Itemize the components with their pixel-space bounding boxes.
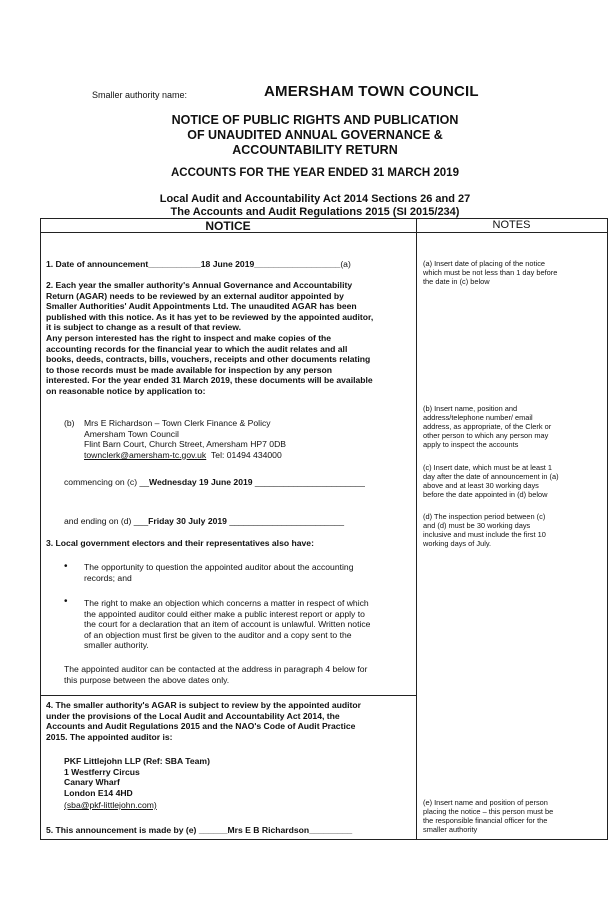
notice-column-header: NOTICE	[205, 219, 251, 233]
authority-name-label: Smaller authority name:	[92, 90, 188, 100]
text-line: of an objection must first be given to the auditor and a copy sent to the	[84, 629, 352, 640]
accounts-year-line: ACCOUNTS FOR THE YEAR ENDED 31 MARCH 2019	[171, 167, 459, 179]
announcement-made-by: 5. This announcement is made by (e) ______Mrs E B Richardson_________	[46, 825, 353, 835]
bullet-item	[84, 562, 410, 583]
text-line: to those records must be made available for inspection by any person	[46, 364, 333, 375]
paragraph-3-closing	[64, 664, 410, 685]
field-value: Mrs E B Richardson	[227, 825, 310, 835]
contact-address: Flint Barn Court, Church Street, Amersham HP7 0DB	[84, 439, 287, 450]
field-value: 18 June 2019	[200, 259, 255, 269]
bullet-icon: •	[64, 561, 68, 572]
address-line: Canary Wharf	[64, 777, 120, 788]
text-line: interested. For the year ended 31 March 2019, these documents will be available	[46, 375, 373, 386]
ending-line: and ending on (d) ___Friday 30 July 2019 ________________________	[64, 516, 345, 526]
legislation-heading	[60, 193, 570, 219]
text-line: the date in (c) below	[423, 277, 490, 286]
note-d	[423, 512, 601, 548]
text-line: The opportunity to question the appointed auditor about the accounting	[84, 562, 354, 572]
notes-column-header: NOTES	[492, 219, 531, 231]
auditor-address	[64, 756, 364, 798]
authority-name: AMERSHAM TOWN COUNCIL	[264, 83, 479, 100]
text-line: (e) Insert name and position of person	[423, 798, 548, 807]
text-line: before the date appointed in (d) below	[423, 490, 548, 499]
title-line: ACCOUNTABILITY RETURN	[232, 143, 398, 157]
note-ref: (a)	[340, 259, 351, 269]
address-line: 1 Westferry Circus	[64, 766, 140, 777]
text-line: (a) Insert date of placing of the notice	[423, 259, 546, 268]
auditor-email-link[interactable]: (sba@pkf-littlejohn.com)	[64, 800, 157, 810]
text-line: the appointed auditor could either make a public interest report or apply to	[84, 608, 365, 619]
text-line: smaller authority.	[84, 640, 149, 651]
text-line: the responsible financial officer for the	[423, 816, 548, 825]
note-c	[423, 463, 601, 499]
section-divider	[40, 695, 416, 696]
contact-email-link[interactable]: townclerk@amersham-tc.gov.uk	[84, 449, 207, 460]
contact-name: Mrs E Richardson – Town Clerk Finance & Policy	[84, 418, 271, 428]
text-line: it is subject to change as a result of that review.	[46, 322, 242, 333]
text-line: working days of July.	[423, 539, 492, 548]
text-line: 4. The smaller authority's AGAR is subject to review by the appointed auditor	[46, 700, 361, 710]
text-line: other person to which any person may	[423, 431, 549, 440]
text-line: published with this notice. As it has yet to be reviewed by the appointed auditor,	[46, 311, 374, 322]
contact-ref: (b)	[64, 418, 75, 428]
contact-block	[84, 418, 404, 460]
page-title	[100, 113, 530, 158]
title-line: NOTICE OF PUBLIC RIGHTS AND PUBLICATION	[171, 113, 459, 127]
auditor-name: PKF Littlejohn LLP (Ref: SBA Team)	[64, 756, 210, 766]
text-line: The right to make an objection which concerns a matter in respect of which	[84, 598, 369, 608]
text-line: The appointed auditor can be contacted at the address in paragraph 4 below for	[64, 664, 368, 674]
commencing-date: Wednesday 19 June 2019	[149, 477, 253, 487]
act-line: The Accounts and Audit Regulations 2015 (SI 2015/234)	[170, 206, 460, 218]
text-line: Any person interested has the right to inspect and make copies of the	[46, 332, 332, 343]
text-line: Smaller Authorities' Audit Appointments Ltd. The unaudited AGAR has been	[46, 301, 357, 312]
text-line: address, as appropriate, of the Clerk or	[423, 422, 552, 431]
text-line: 2015. The appointed auditor is:	[46, 731, 173, 742]
text-line: inclusive and must include the first 10	[423, 530, 546, 539]
note-b	[423, 404, 601, 449]
text-line: day after the date of announcement in (a)	[423, 472, 559, 481]
ending-date: Friday 30 July 2019	[148, 516, 227, 526]
text-line: and (d) must be 30 working days	[423, 521, 531, 530]
text-line: (c) Insert date, which must be at least 1	[423, 463, 552, 472]
text-line: which must be not less than 1 day before	[423, 268, 558, 277]
field-label: and ending on (d)	[64, 516, 132, 526]
text-line: placing the notice – this person must be	[423, 807, 554, 816]
text-line: 2. Each year the smaller authority's Annual Governance and Accountability	[46, 280, 353, 290]
commencing-line: commencing on (c) __Wednesday 19 June 2019 _______________________	[64, 477, 365, 487]
field-label: commencing on (c)	[64, 477, 138, 487]
text-line: address/telephone number/ email	[423, 413, 533, 422]
paragraph-4	[46, 700, 412, 742]
note-a	[423, 259, 601, 286]
text-line: (b) Insert name, position and	[423, 404, 518, 413]
text-line: this purpose between the above dates only.	[64, 674, 230, 685]
text-line: (d) The inspection period between (c)	[423, 512, 546, 521]
field-label: 5. This announcement is made by (e)	[46, 825, 197, 835]
bullet-item	[84, 598, 410, 651]
title-line: OF UNAUDITED ANNUAL GOVERNANCE &	[187, 128, 443, 142]
date-of-announcement: 1. Date of announcement___________18 June 2019__________________(a)	[46, 259, 351, 269]
text-line: smaller authority	[423, 825, 478, 834]
act-line: Local Audit and Accountability Act 2014 Sections 26 and 27	[159, 193, 471, 205]
contact-organisation: Amersham Town Council	[84, 428, 179, 439]
address-line: London E14 4HD	[64, 787, 133, 798]
field-label: 1. Date of announcement	[46, 259, 149, 269]
text-line: accounting records for the financial year to which the audit relates and all	[46, 343, 348, 354]
bullet-icon: •	[64, 596, 68, 607]
text-line: Accounts and Audit Regulations 2015 and the NAO's Code of Audit Practice	[46, 721, 356, 732]
note-e	[423, 798, 601, 834]
contact-telephone: Tel: 01494 434000	[211, 449, 282, 460]
paragraph-2	[46, 280, 412, 397]
text-line: books, deeds, contracts, bills, vouchers, receipts and other documents relating	[46, 354, 371, 365]
text-line: the court for a declaration that an item of account is unlawful. Written notice	[84, 619, 371, 630]
text-line: apply to inspect the accounts	[423, 440, 519, 449]
paragraph-3-heading: 3. Local government electors and their representatives also have:	[46, 538, 314, 548]
text-line: under the provisions of the Local Audit and Accountability Act 2014, the	[46, 710, 340, 721]
text-line: on reasonable notice by application to:	[46, 385, 206, 396]
text-line: above and at least 30 working days	[423, 481, 539, 490]
column-divider	[416, 218, 417, 839]
text-line: records; and	[84, 572, 132, 583]
text-line: Return (AGAR) needs to be reviewed by an external auditor appointed by	[46, 290, 344, 301]
